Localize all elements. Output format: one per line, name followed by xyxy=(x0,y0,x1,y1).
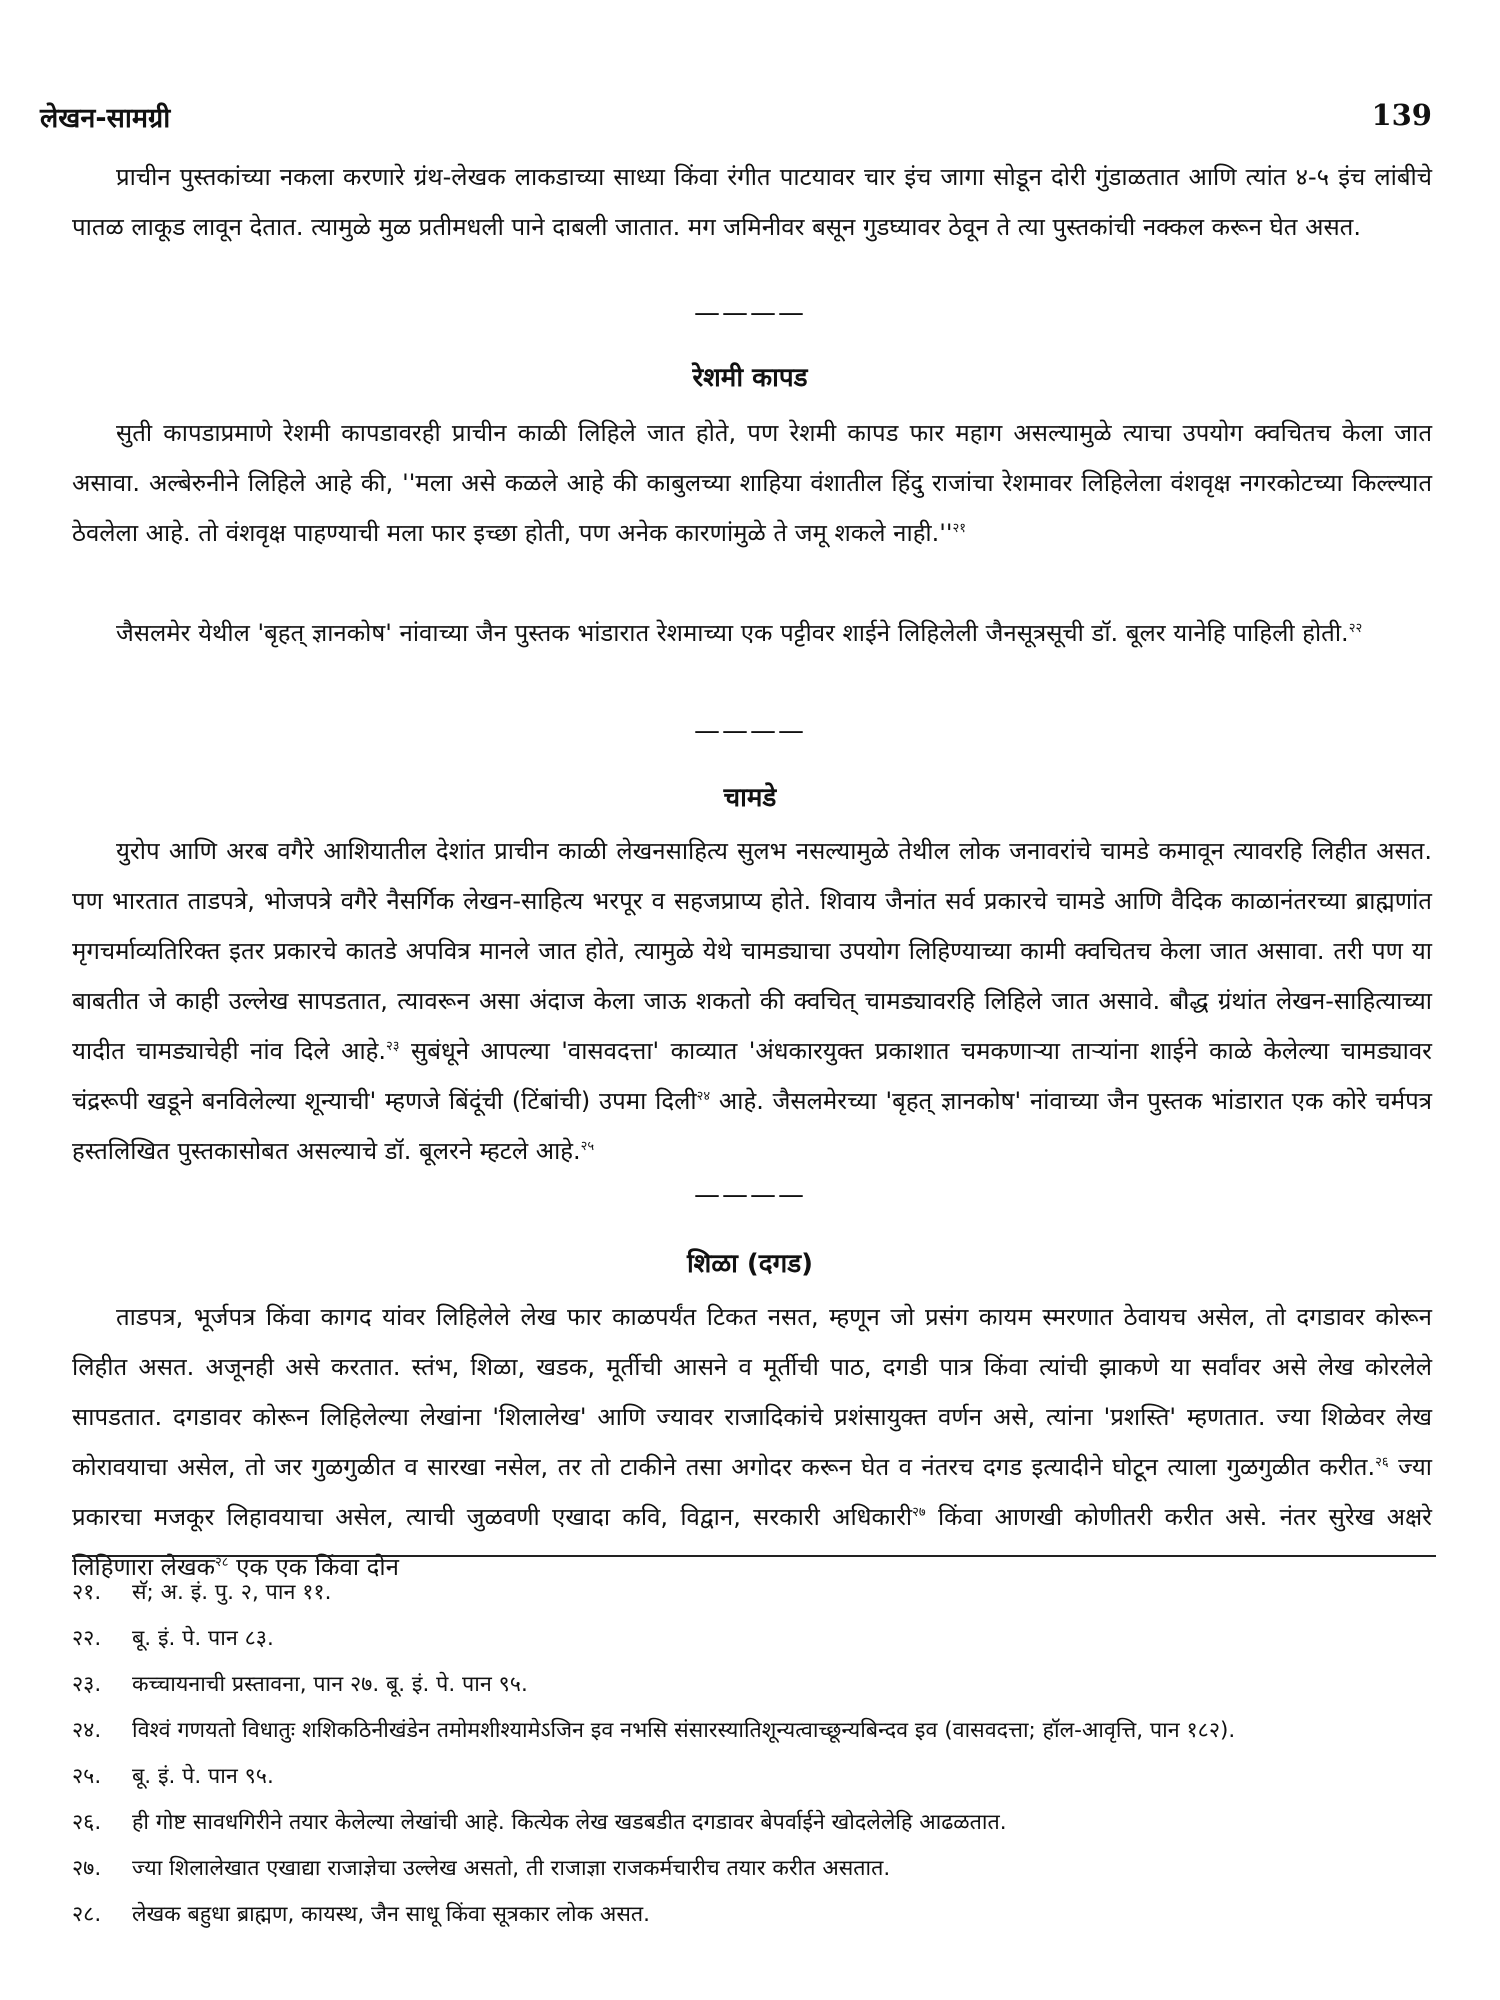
footnote-item xyxy=(72,1754,1436,1800)
footnote-item xyxy=(72,1800,1436,1846)
running-header xyxy=(40,98,1432,138)
footnote-rule xyxy=(72,1555,1436,1557)
footnote-text: ही गोष्ट सावधगिरीने तयार केलेल्या लेखांची आहे. कित्येक लेख खडबडीत दगडावर बेपर्वाईने खोदलेलेहि आढळतात. xyxy=(132,1810,1007,1835)
leather-text-2: सुबंधूने आपल्या 'वासवदत्ता' काव्यात 'अंधकारयुक्त प्रकाशात चमकणाऱ्या ताऱ्यांना शाईने काळे केलेल्या चामड्यावर चंद्ररूपी खडूने बनविलेल्या शून्याची' म्हणजे बिंदूंची (टिंबांची) उपमा दिली xyxy=(72,1037,1433,1115)
stone-text-4: एक एक किंवा दोन xyxy=(228,1553,399,1581)
footnote-number: २५. xyxy=(72,1764,102,1789)
footnote-ref[interactable]: २२ xyxy=(1348,621,1363,636)
stone-text-2: ज्या प्रकारचा मजकूर लिहावयाचा असेल, त्याची जुळवणी एखादा कवि, विद्वान, सरकारी अधिकारी xyxy=(72,1453,1432,1531)
footnote-item xyxy=(72,1708,1436,1754)
stone-text-3: किंवा आणखी कोणीतरी करीत असे. नंतर सुरेख अक्षरे लिहिणारा लेखक xyxy=(72,1503,1432,1581)
footnote-ref[interactable]: २७ xyxy=(912,1505,926,1520)
section-divider: ———— xyxy=(694,716,806,746)
footnote-ref[interactable]: २८ xyxy=(215,1555,229,1570)
footnote-number: २४. xyxy=(72,1718,102,1743)
footnote-number: २२. xyxy=(72,1626,102,1651)
footnote-text: सॅ; अ. इं. पु. २, पान ११. xyxy=(132,1580,332,1605)
leather-text-3: आहे. जैसलमेरच्या 'बृहत् ज्ञानकोष' नांवाच्या जैन पुस्तक भांडारात एक कोरे चर्मपत्र हस्तलिखित पुस्तकासोबत असल्याचे डॉ. बूलरने म्हटले आहे. xyxy=(72,1087,1433,1165)
footnote-ref[interactable]: २६ xyxy=(1375,1455,1389,1470)
leather-paragraph xyxy=(72,826,1432,1176)
footnote-text: लेखक बहुधा ब्राह्मण, कायस्थ, जैन साधू किंवा सूत्रकार लोक असत. xyxy=(132,1902,650,1927)
footnote-ref[interactable]: २३ xyxy=(386,1039,400,1054)
footnote-ref[interactable]: २१ xyxy=(952,521,967,536)
section-heading-silk: रेशमी कापड xyxy=(692,363,808,393)
footnote-ref[interactable]: २५ xyxy=(580,1139,595,1154)
footnote-text: ज्या शिलालेखात एखाद्या राजाज्ञेचा उल्लेख असतो, ती राजाज्ञा राजकर्मचारीच तयार करीत असतात. xyxy=(132,1856,891,1881)
footnote-item xyxy=(72,1892,1436,1938)
footnote-item xyxy=(72,1662,1436,1708)
silk-paragraph-1-text: सुती कापडाप्रमाणे रेशमी कापडावरही प्राचीन काळी लिहिले जात होते, पण रेशमी कापड फार महाग असल्यामुळे त्याचा उपयोग क्वचितच केला जात असावा. अल्बेरुनीने लिहिले आहे की, ''मला असे कळले आहे की काबुलच्या शाहिया वंशातील हिंदु राजांचा रेशमावर लिहिलेला वंशवृक्ष नगरकोटच्या किल्ल्यात ठेवलेला आहे. तो वंशवृक्ष पाहण्याची मला फार इच्छा होती, पण अनेक कारणांमुळे ते जमू शकले नाही.'' xyxy=(72,419,1432,547)
footnote-item xyxy=(72,1846,1436,1892)
footnote-text: बू. इं. पे. पान ८३. xyxy=(132,1626,274,1651)
section-heading-leather: चामडे xyxy=(723,783,777,813)
footnote-item xyxy=(72,1616,1436,1662)
footnote-number: २८. xyxy=(72,1902,102,1927)
footnote-text: बू. इं. पे. पान ९५. xyxy=(132,1764,274,1789)
section-divider: ———— xyxy=(694,298,806,328)
silk-paragraph-1 xyxy=(72,408,1432,558)
stone-text-1: ताडपत्र, भूर्जपत्र किंवा कागद यांवर लिहिलेले लेख फार काळपर्यंत टिकत नसत, म्हणून जो प्रसंग कायम स्मरणात ठेवायच असेल, तो दगडावर कोरून लिहीत असत. अजूनही असे करतात. स्तंभ, शिळा, खडक, मूर्तीची आसने व मूर्तीची पाठ, दगडी पात्र किंवा त्यांची झाकणे या सर्वांवर असे लेख कोरलेले सापडतात. दगडावर कोरून लिहिलेल्या लेखांना 'शिलालेख' आणि ज्यावर राजादिकांचे प्रशंसायुक्त वर्णन असे, त्यांना 'प्रशस्ति' म्हणतात. ज्या शिळेवर लेख कोरावयाचा असेल, तो जर गुळगुळीत व सारखा नसेल, तर तो टाकीने तसा अगोदर करून घेत व नंतरच दगड इत्यादीने घोटून त्याला गुळगुळीत करीत. xyxy=(72,1303,1432,1481)
footnote-number: २१. xyxy=(72,1580,102,1605)
footnote-text: विश्वं गणयतो विधातुः शशिकठिनीखंडेन तमोमशीश्यामेऽजिन इव नभसि संसारस्यातिशून्यत्वाच्छून्यबिन्दव इव (वासवदत्ता; हॉल-आवृत्ति, पान १८२). xyxy=(132,1718,1236,1743)
footnotes-list xyxy=(72,1570,1436,1938)
stone-paragraph xyxy=(72,1292,1432,1592)
footnote-number: २६. xyxy=(72,1810,102,1835)
page-number: 139 xyxy=(1371,98,1432,132)
footnote-text: कच्चायनाची प्रस्तावना, पान २७. बू. इं. पे. पान ९५. xyxy=(132,1672,528,1697)
leather-text-1: युरोप आणि अरब वगैरे आशियातील देशांत प्राचीन काळी लेखनसाहित्य सुलभ नसल्यामुळे तेथील लोक जनावरांचे चामडे कमावून त्यावरहि लिहीत असत. पण भारतात ताडपत्रे, भोजपत्रे वगैरे नैसर्गिक लेखन-साहित्य भरपूर व सहजप्राप्य होते. शिवाय जैनांत सर्व प्रकारचे चामडे आणि वैदिक काळानंतरच्या ब्राह्मणांत मृगचर्माव्यतिरिक्त इतर प्रकारचे कातडे अपवित्र मानले जात होते, त्यामुळे येथे चामड्याचा उपयोग लिहिण्याच्या कामी क्वचितच केला जात असावा. तरी पण या बाबतीत जे काही उल्लेख सापडतात, त्यावरून असा अंदाज केला जाऊ शकतो की क्वचित् चामड्यावरहि लिहिले जात असावे. बौद्ध ग्रंथांत लेखन-साहित्याच्या यादीत चामड्याचेही नांव दिले आहे. xyxy=(72,837,1432,1065)
footnote-item xyxy=(72,1570,1436,1616)
section-heading-stone: शिळा (दगड) xyxy=(686,1249,814,1279)
footnote-number: २७. xyxy=(72,1856,102,1881)
silk-paragraph-2 xyxy=(72,608,1432,658)
section-divider: ———— xyxy=(694,1180,806,1210)
footnote-number: २३. xyxy=(72,1672,102,1697)
silk-paragraph-2-text: जैसलमेर येथील 'बृहत् ज्ञानकोष' नांवाच्या जैन पुस्तक भांडारात रेशमाच्या एक पट्टीवर शाईने लिहिलेली जैनसूत्रसूची डॉ. बूलर यानेहि पाहिली होती. xyxy=(116,619,1349,647)
running-title: लेखन-सामग्री xyxy=(40,103,171,134)
intro-paragraph: प्राचीन पुस्तकांच्या नकला करणारे ग्रंथ-लेखक लाकडाच्या साध्या किंवा रंगीत पाटयावर चार इंच जागा सोडून दोरी गुंडाळतात आणि त्यांत ४-५ इंच लांबीचे पातळ लाकूड लावून देतात. त्यामुळे मुळ प्रतीमधली पाने दाबली जातात. मग जमिनीवर बसून गुडघ्यावर ठेवून ते त्या पुस्तकांची नक्कल करून घेत असत. xyxy=(72,163,1432,241)
footnote-ref[interactable]: २४ xyxy=(696,1089,711,1104)
